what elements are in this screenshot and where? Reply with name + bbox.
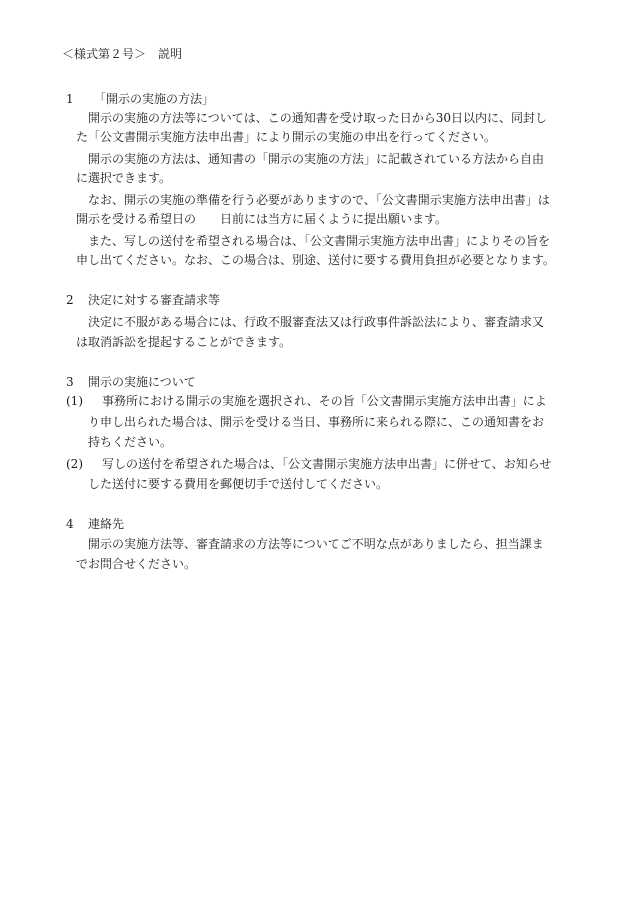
section-3-item-1-line: り申し出られた場合は、開示を受ける当日、事務所に来られる際に、この通知書をお — [88, 415, 545, 429]
section-1-number: 1 — [66, 92, 74, 106]
section-4-paragraph-line: でお問合せください。 — [76, 557, 197, 571]
section-1-paragraph-line: 開示の実施の方法等については、この通知書を受け取った日から30日以内に、同封し — [88, 111, 548, 125]
section-1-title: 「開示の実施の方法」 — [94, 92, 215, 106]
form-header: ＜様式第２号＞ 説明 — [62, 47, 183, 61]
section-2-paragraph-line: は取消訴訟を提起することができます。 — [76, 335, 292, 349]
section-2-number: 2 — [66, 293, 74, 307]
section-4-paragraph-line: 開示の実施方法等、審査請求の方法等についてご不明な点がありましたら、担当課ま — [88, 537, 544, 551]
section-3-item-1-line: 事務所における開示の実施を選択され、その旨「公文書開示実施方法申出書」によ — [102, 394, 547, 408]
section-1-paragraph-line: 申し出てください。なお、この場合は、別途、送付に要する費用負担が必要となります。 — [76, 253, 556, 267]
section-3-item-2-line: 写しの送付を希望された場合は、「公文書開示実施方法申出書」に併せて、お知らせ — [102, 457, 552, 471]
section-2-paragraph-line: 決定に不服がある場合には、行政不服審査法又は行政事件訴訟法により、審査請求又 — [88, 315, 545, 329]
section-3-title: 開示の実施について — [88, 375, 196, 389]
section-1-paragraph-line: なお、開示の実施の準備を行う必要がありますので、「公文書開示実施方法申出書」は — [88, 193, 550, 207]
section-3-item-1-line: 持ちください。 — [88, 435, 173, 449]
section-3-item-2-label: (2) — [66, 457, 83, 471]
section-1-paragraph-line: 開示を受ける希望日の 日前には当方に届くように提出願います。 — [76, 212, 448, 226]
section-1-paragraph-line: た「公文書開示実施方法申出書」により開示の実施の申出を行ってください。 — [76, 130, 497, 144]
section-4-title: 連絡先 — [88, 517, 125, 531]
section-1-paragraph-line: に選択できます。 — [76, 171, 172, 185]
section-1-paragraph-line: 開示の実施の方法は、通知書の「開示の実施の方法」に記載されている方法から自由 — [88, 152, 545, 166]
section-3-item-1-label: (1) — [66, 394, 83, 408]
section-2-title: 決定に対する審査請求等 — [88, 293, 221, 307]
section-1-paragraph-line: また、写しの送付を希望される場合は、「公文書開示実施方法申出書」によりその旨を — [88, 234, 551, 248]
section-4-number: 4 — [66, 517, 74, 531]
section-3-number: 3 — [66, 375, 74, 389]
section-3-item-2-line: した送付に要する費用を郵便切手で送付してください。 — [88, 477, 389, 491]
